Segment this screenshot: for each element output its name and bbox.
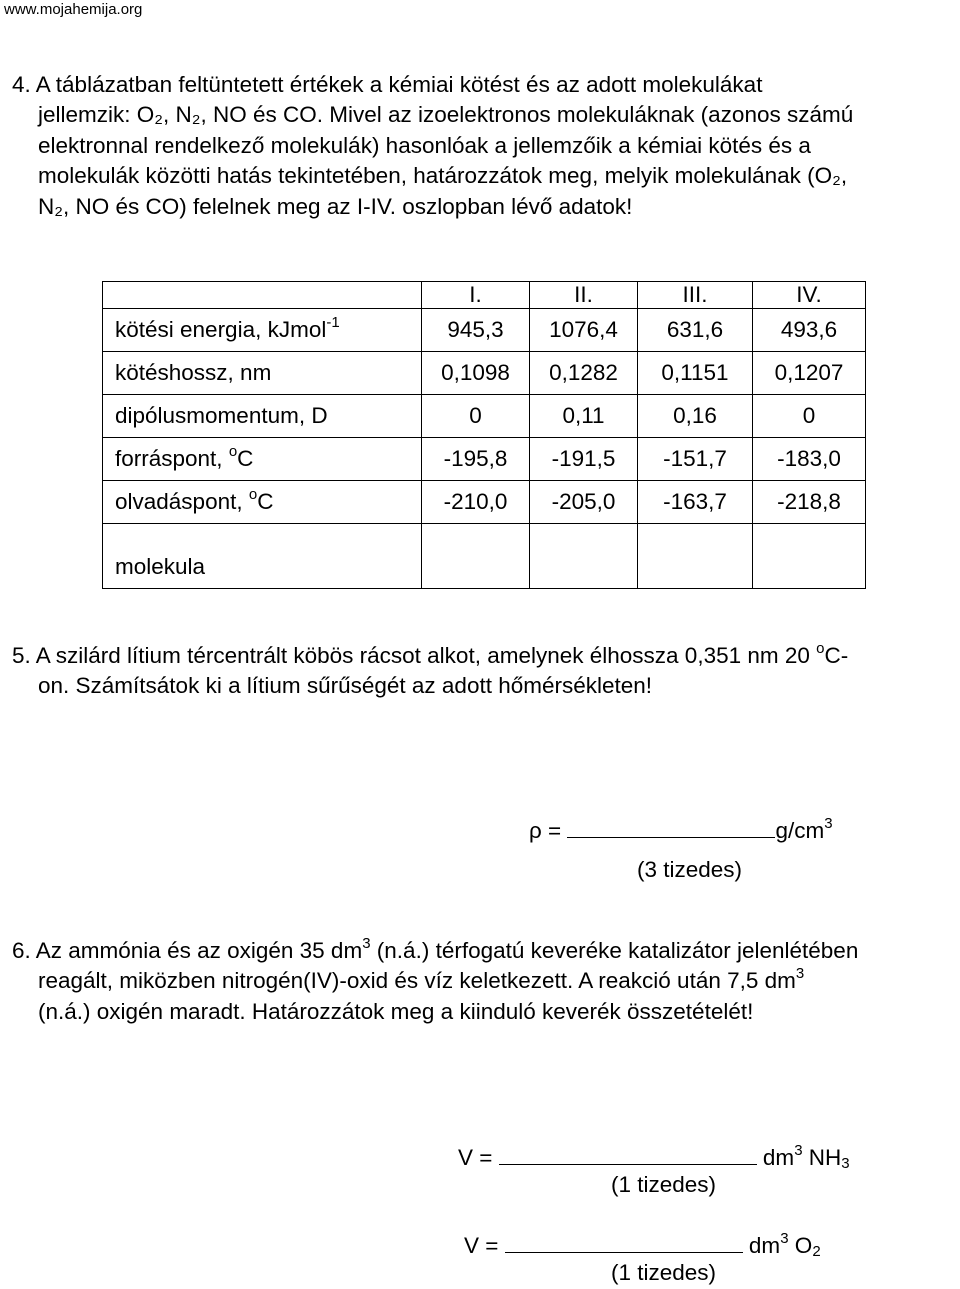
q6-line-1: 6. Az ammónia és az oxigén 35 $dm^3$ (n.á.) térfogatú keveréke katalizátor jelenlétében — [12, 935, 859, 963]
question-6-text — [12, 936, 956, 1027]
q6-line-2: reagált, miközben nitrogén(IV)-oxid és víz keletkezett. A reakció után 7,5 $dm^3$ — [38, 965, 805, 994]
table-cell: 0,1098 — [422, 352, 530, 395]
table-cell: 0,1207 — [753, 352, 866, 395]
table-cell: -218,8 — [753, 481, 866, 524]
column-header: I. — [422, 282, 530, 309]
q4-line-4: molekulák közötti hatás tekintetében, határozzátok meg, melyik molekulának (O₂, — [38, 163, 848, 189]
properties-table — [102, 281, 866, 589]
table-cell: 0,11 — [530, 395, 638, 438]
answer-cell-molecule[interactable] — [753, 524, 866, 589]
ammonia-volume-blank[interactable] — [499, 1142, 757, 1165]
q5-line-1: 5. A szilárd lítium tércentrált köbös rácsot alkot, amelynek élhossza 0,351 nm 20 $^o$C- — [12, 640, 849, 668]
table-cell: -191,5 — [530, 438, 638, 481]
table-cell: -151,7 — [638, 438, 753, 481]
table-cell: 0,1151 — [638, 352, 753, 395]
q4-line-2: jellemzik: O₂, N₂, NO és CO. Mivel az izoelektronos molekuláknak (azonos számú — [38, 102, 854, 128]
table-cell: 945,3 — [422, 309, 530, 352]
question-4-text — [12, 70, 956, 222]
density-answer-blank[interactable] — [567, 815, 775, 838]
table-row — [103, 481, 866, 524]
column-header: IV. — [753, 282, 866, 309]
table-row — [103, 309, 866, 352]
table-cell: 1076,4 — [530, 309, 638, 352]
oxygen-precision-note: (1 tizedes) — [611, 1260, 717, 1285]
header-empty-cell — [103, 282, 422, 309]
table-cell: -183,0 — [753, 438, 866, 481]
table-cell: 0,1282 — [530, 352, 638, 395]
row-label: dipólusmomentum, D — [103, 395, 422, 438]
ammonia-volume-answer: $V = dm^3$ $NH_3$ — [458, 1142, 850, 1172]
density-answer: $\rho = g/cm^3$ — [529, 815, 833, 843]
q4-line-1: 4. A táblázatban feltüntetett értékek a kémiai kötést és az adott molekulákat — [12, 72, 763, 97]
table-cell: 493,6 — [753, 309, 866, 352]
table-row — [103, 438, 866, 481]
table-cell: 631,6 — [638, 309, 753, 352]
oxygen-volume-answer: $V = dm^3$ $O_2$ — [464, 1230, 821, 1260]
table-header-row — [103, 282, 866, 309]
table-cell: 0 — [422, 395, 530, 438]
table-cell: -163,7 — [638, 481, 753, 524]
table-row — [103, 352, 866, 395]
q4-line-3: elektronnal rendelkező molekulák) hasonlóak a jellemzőik a kémiai kötés és a — [38, 132, 811, 158]
column-header: III. — [638, 282, 753, 309]
table-cell: 0 — [753, 395, 866, 438]
question-5-text — [12, 641, 956, 702]
row-label: forráspont, $^o$C — [103, 438, 422, 481]
q5-line-2: on. Számítsátok ki a lítium sűrűségét az adott hőmérsékleten! — [38, 673, 653, 699]
row-label: kötéshossz, nm — [103, 352, 422, 395]
answer-cell-molecule[interactable] — [530, 524, 638, 589]
site-url: www.mojahemija.org — [4, 1, 143, 18]
answer-cell-molecule[interactable] — [638, 524, 753, 589]
row-label: molekula — [103, 524, 422, 589]
row-label: olvadáspont, $^o$C — [103, 481, 422, 524]
table-cell: -195,8 — [422, 438, 530, 481]
table-row — [103, 524, 866, 589]
q4-line-5: N₂, NO és CO) felelnek meg az I-IV. oszlopban lévő adatok! — [38, 193, 633, 219]
table-cell: 0,16 — [638, 395, 753, 438]
table-cell: -205,0 — [530, 481, 638, 524]
density-label: ρ = — [529, 818, 568, 843]
column-header: II. — [530, 282, 638, 309]
density-unit: g/cm — [775, 818, 825, 843]
row-label: kötési energia, kJmol$^{-1}$ — [103, 309, 422, 352]
answer-cell-molecule[interactable] — [422, 524, 530, 589]
q6-line-3: (n.á.) oxigén maradt. Határozzátok meg a kiinduló keverék összetételét! — [38, 998, 754, 1024]
table-cell: -210,0 — [422, 481, 530, 524]
table-row — [103, 395, 866, 438]
oxygen-volume-blank[interactable] — [505, 1230, 743, 1253]
ammonia-precision-note: (1 tizedes) — [611, 1172, 717, 1197]
density-precision-note: (3 tizedes) — [637, 857, 743, 882]
